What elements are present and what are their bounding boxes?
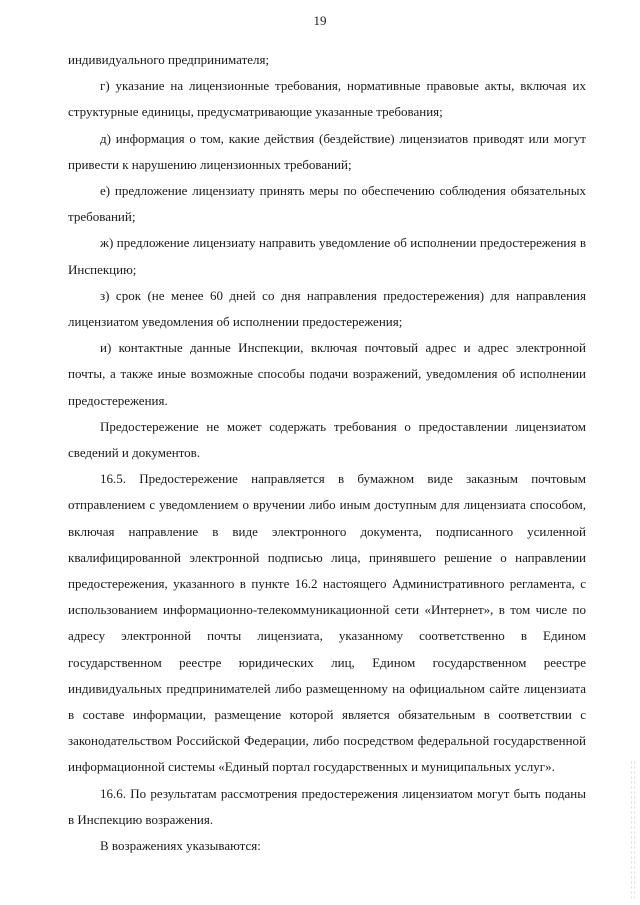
paragraph-restriction: Предостережение не может содержать требования о предоставлении лицензиатом сведений и документов.	[68, 418, 586, 461]
paragraph-item-z: з) срок (не менее 60 дней со дня направления предостережения) для направления лицензиатом уведомления об исполнении предостережения;	[68, 287, 586, 330]
scan-noise	[630, 760, 636, 900]
document-body	[68, 47, 586, 859]
paragraph-item-g: г) указание на лицензионные требования, нормативные правовые акты, включая их структурные единицы, предусматривающие указанные требования;	[68, 78, 586, 120]
paragraph-16-6: 16.6. По результатам рассмотрения предостережения лицензиатом могут быть поданы в Инспекцию возражения.	[68, 785, 586, 827]
paragraph-item-i: и) контактные данные Инспекции, включая почтовый адрес и адрес электронной почты, а также иные возможные способы подачи возражений, уведомления об исполнении предостережения.	[68, 340, 586, 408]
paragraph-item-e: е) предложение лицензиату принять меры по обеспечению соблюдения обязательных требований;	[68, 183, 586, 225]
paragraph-item-zh: ж) предложение лицензиату направить уведомление об исполнении предостережения в Инспекцию;	[68, 235, 586, 277]
page-number: 19	[313, 13, 327, 28]
paragraph-continuation: индивидуального предпринимателя;	[68, 52, 270, 67]
paragraph-item-d: д) информация о том, какие действия (бездействие) лицензиатов приводят или могут привести к нарушению лицензионных требований;	[68, 130, 586, 172]
paragraph-objections-intro: В возражениях указываются:	[100, 838, 261, 854]
paragraph-16-5: 16.5. Предостережение направляется в бумажном виде заказным почтовым отправлением с уведомлением о вручении либо иным доступным для лицензиата способом, включая направление в виде электронного документа, подписанного усиленной квалифицированной электронной подписью лица, принявшего решение о направлении предостережения, указанного в пункте 16.2 настоящего Административного регламента, с использованием информационно-телекоммуникационной сети «Интернет», в том числе по адресу электронной почты лицензиата, указанному соответственно в Едином государственном реестре юридических лиц, Едином государственном реестре индивидуальных предпринимателей либо размещенному на официальном сайте лицензиата в составе информации, размещение которой является обязательным в соответствии с законодательством Российской Федерации, либо посредством федеральной государственной информационной системы «Единый портал государственных и муниципальных услуг».	[68, 471, 586, 775]
